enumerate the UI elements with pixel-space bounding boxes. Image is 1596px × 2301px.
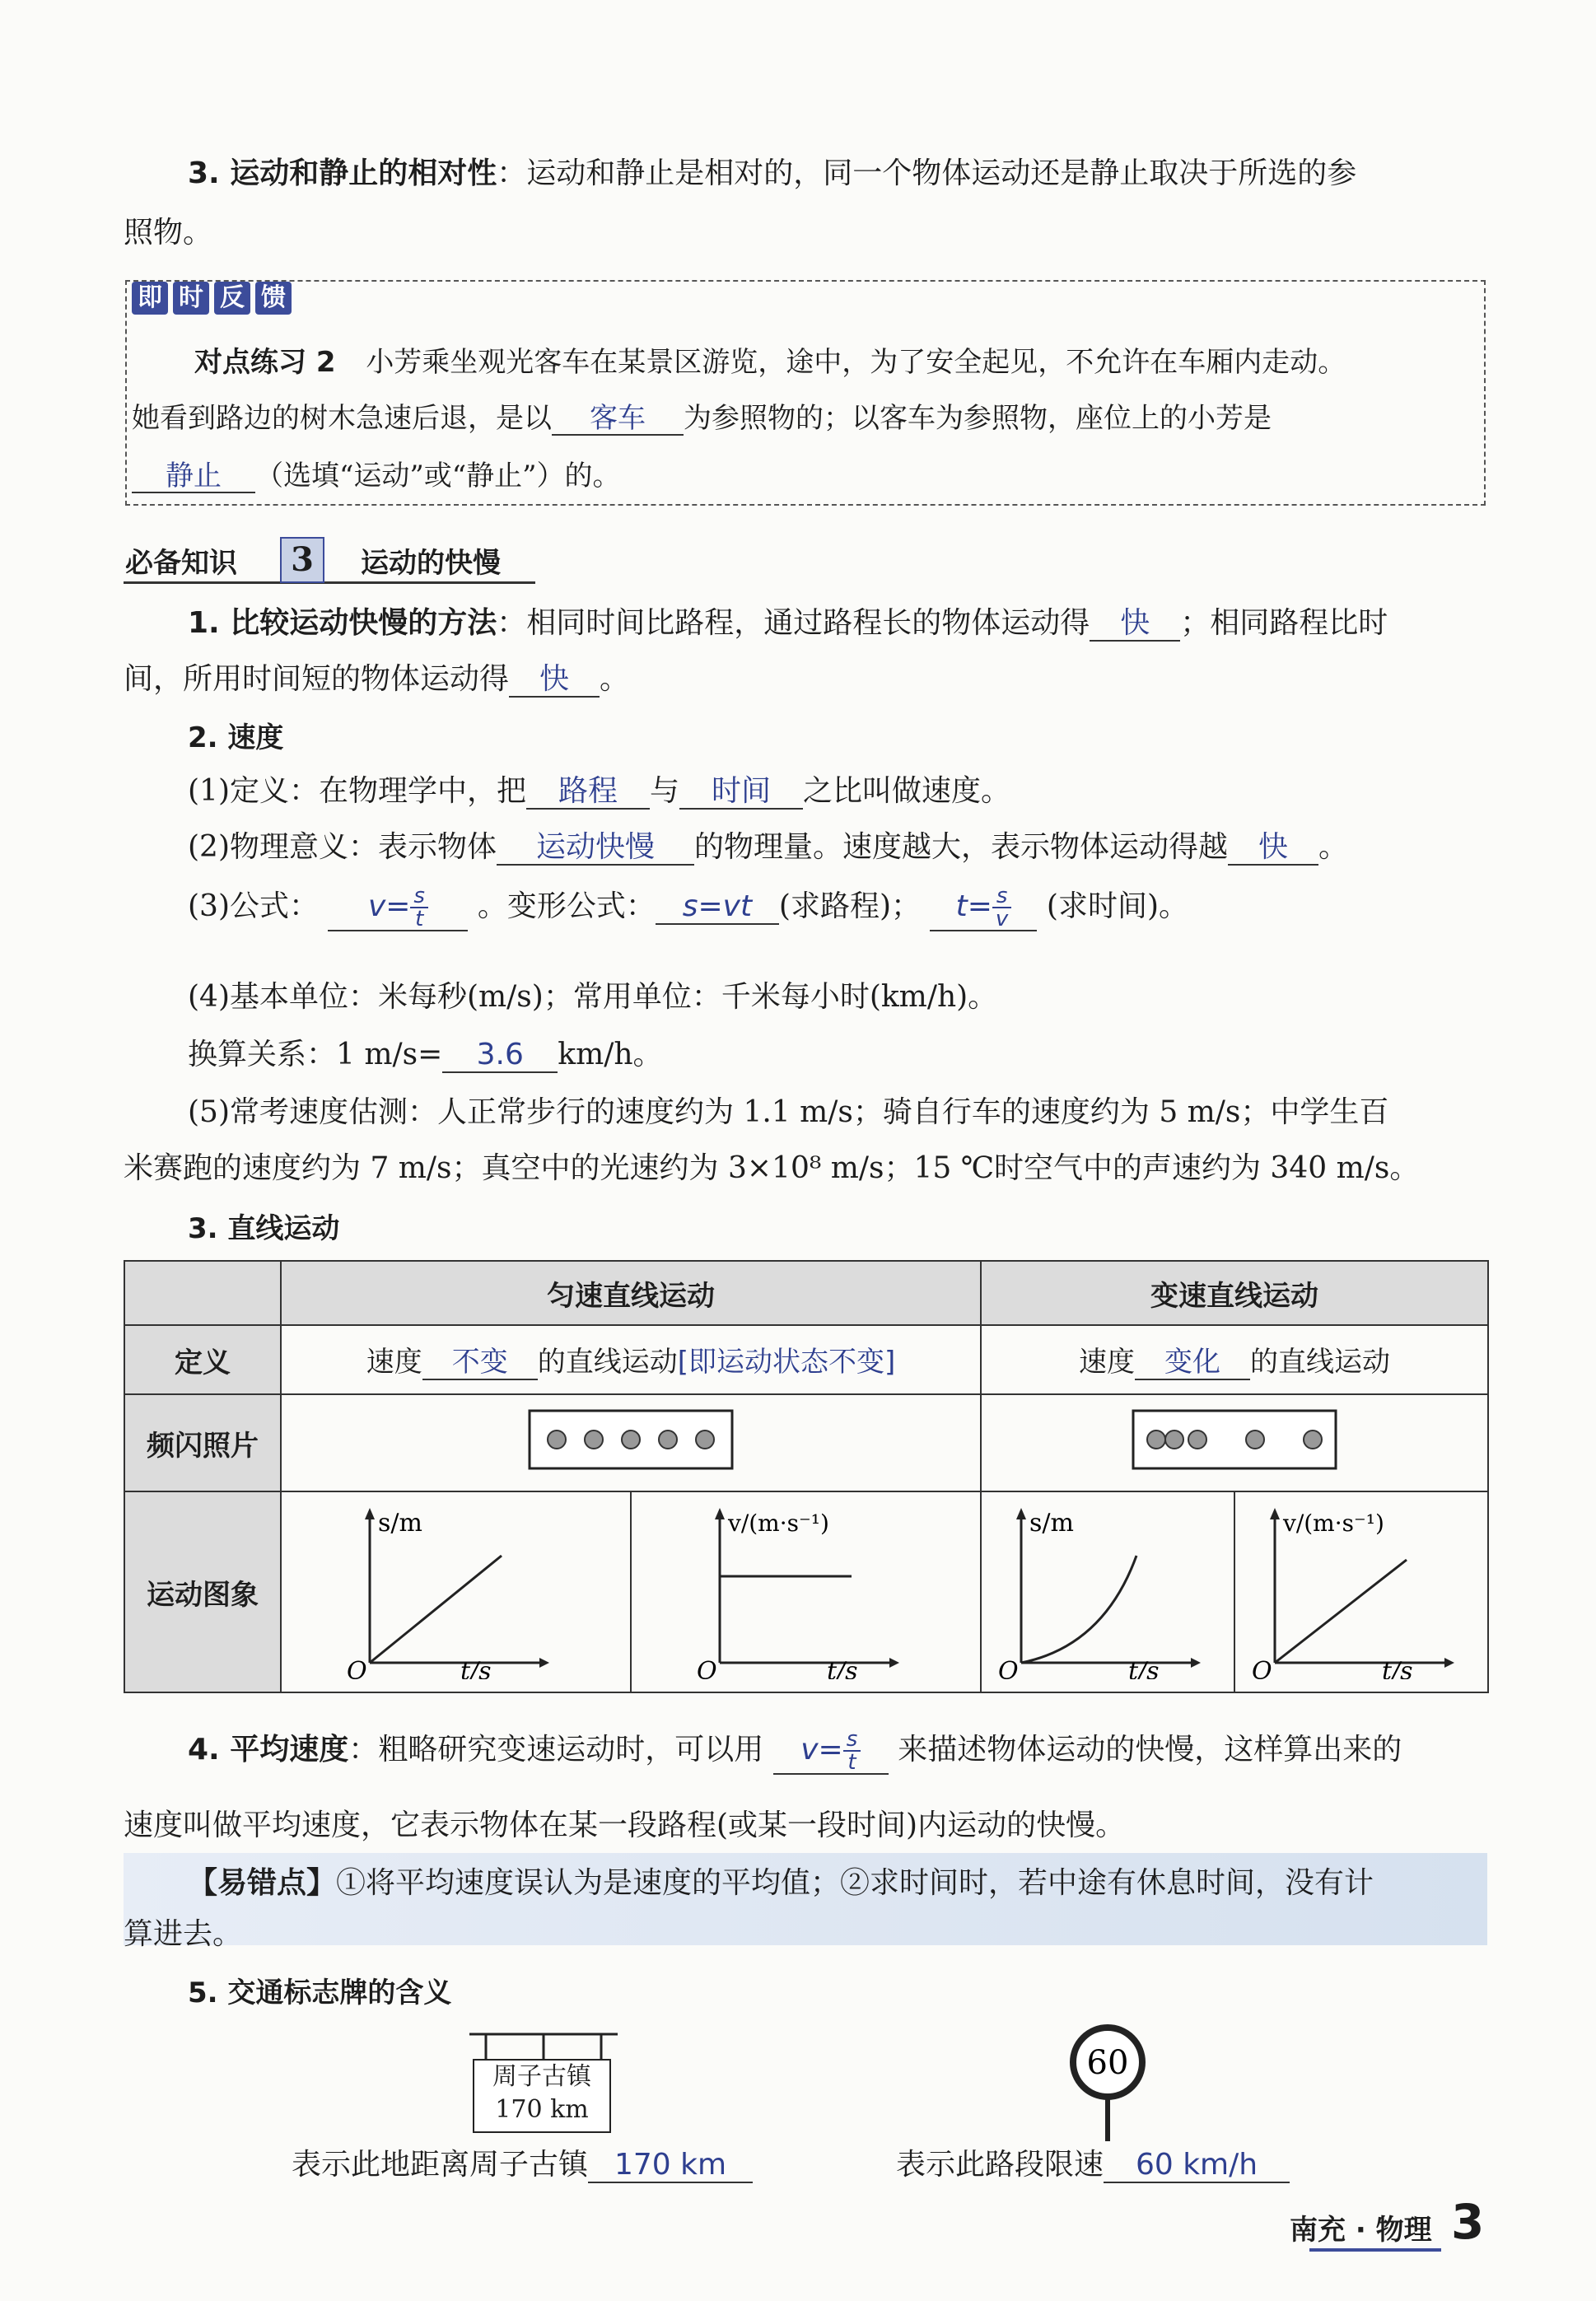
feedback-line-3 bbox=[132, 453, 621, 493]
formula-answer-2: s=vt bbox=[656, 890, 779, 925]
mistake-text: ①将平均速度误认为是速度的平均值；②求时间时，若中途有休息时间，没有计 bbox=[336, 1866, 1374, 1900]
compare-line-2 bbox=[124, 656, 629, 698]
origin-label: O bbox=[696, 1656, 717, 1679]
flash-variable-photo bbox=[1132, 1409, 1337, 1470]
conversion-answer: 3.6 bbox=[442, 1038, 558, 1073]
limit-value: 60 bbox=[1086, 2044, 1129, 2082]
mistake-line-2: 算进去。 bbox=[124, 1917, 243, 1951]
speed-text: 。 bbox=[1318, 830, 1349, 864]
axis-label: t/s bbox=[826, 1656, 858, 1679]
def-text: 速度 bbox=[366, 1346, 422, 1379]
feedback-tag-4: 馈 bbox=[255, 282, 292, 315]
sign-post bbox=[461, 2028, 626, 2061]
feedback-answer-2: 静止 bbox=[132, 461, 255, 493]
linear-label: 3. 直线运动 bbox=[188, 1212, 340, 1245]
formula-lhs: t= bbox=[955, 889, 992, 923]
speed-text: 换算关系：1 m/s= bbox=[188, 1038, 443, 1071]
footer-text: 南充 · 物理 bbox=[1290, 2214, 1432, 2247]
speed-estimate-1: (5)常考速度估测：人正常步行的速度约为 1.1 m/s；骑自行车的速度约为 5 m/s；中学生百 bbox=[188, 1095, 1389, 1129]
feedback-line-2 bbox=[132, 395, 1272, 436]
formula-denominator: t bbox=[847, 1750, 856, 1775]
compare-text: ；相同路程比时 bbox=[1180, 606, 1388, 640]
relativity-text: ：运动和静止是相对的，同一个物体运动还是静止取决于所选的参 bbox=[497, 156, 1357, 190]
compare-text: 。 bbox=[600, 662, 630, 696]
axis-label: v/(m·s⁻¹) bbox=[1283, 1509, 1384, 1537]
graph-variable-vt-svg bbox=[1242, 1498, 1481, 1679]
speed-text: (求时间)。 bbox=[1046, 889, 1189, 923]
row-flash: 频闪照片 bbox=[124, 1394, 281, 1491]
axis-label: v/(m·s⁻¹) bbox=[727, 1509, 829, 1537]
def-variable-answer: 变化 bbox=[1135, 1347, 1250, 1379]
speed-text: km/h。 bbox=[558, 1038, 663, 1071]
row-graph: 运动图象 bbox=[124, 1491, 281, 1692]
compare-answer-1: 快 bbox=[1090, 607, 1180, 642]
average-label: 4. 平均速度 bbox=[188, 1733, 349, 1767]
def-uniform-note: [即运动状态不变] bbox=[677, 1346, 896, 1379]
table-corner bbox=[124, 1261, 281, 1325]
compare-text: 间，所用时间短的物体运动得 bbox=[124, 662, 510, 696]
distance-answer: 170 km bbox=[588, 2149, 753, 2183]
formula-answer-3 bbox=[930, 885, 1037, 931]
speed-text: (1)定义：在物理学中，把 bbox=[188, 774, 526, 808]
formula-lhs: v= bbox=[367, 889, 411, 923]
average-line-2: 速度叫做平均速度，它表示物体在某一段路程(或某一段时间)内运动的快慢。 bbox=[124, 1809, 1126, 1842]
formula-fraction bbox=[843, 1729, 861, 1773]
compare-label: 1. 比较运动快慢的方法 bbox=[188, 606, 497, 640]
feedback-tag-2: 时 bbox=[173, 282, 209, 315]
limit-caption bbox=[896, 2141, 1290, 2183]
feedback-tag-1: 即 bbox=[132, 282, 168, 315]
relativity-label: 3. 运动和静止的相对性 bbox=[188, 156, 497, 190]
origin-label: O bbox=[346, 1656, 367, 1679]
traffic-label: 5. 交通标志牌的含义 bbox=[188, 1977, 452, 2009]
graph-uniform-vt bbox=[631, 1491, 981, 1692]
sign-distance: 170 km bbox=[495, 2095, 589, 2124]
speed-def-answer-1: 路程 bbox=[526, 775, 650, 810]
speed-text: 的物理量。速度越大，表示物体运动得越 bbox=[694, 830, 1229, 864]
compare-line-1 bbox=[188, 600, 1388, 642]
formula-numerator: s bbox=[843, 1729, 861, 1752]
speed-text: (2)物理意义：表示物体 bbox=[188, 830, 497, 864]
speed-estimate-2: 米赛跑的速度约为 7 m/s；真空中的光速约为 3×10⁸ m/s；15 ℃时空气中的声速约为 340 m/s。 bbox=[124, 1151, 1420, 1185]
feedback-line-1 bbox=[194, 339, 1346, 380]
caption-text: 表示此地距离周子古镇 bbox=[292, 2148, 589, 2182]
def-uniform bbox=[281, 1325, 981, 1394]
feedback-text: 为参照物的；以客车为参照物，座位上的小芳是 bbox=[684, 402, 1272, 435]
relativity-line-1 bbox=[188, 150, 1356, 192]
feedback-tag-3: 反 bbox=[214, 282, 250, 315]
formula-answer-1 bbox=[328, 885, 468, 931]
sign-town: 周子古镇 bbox=[492, 2062, 591, 2091]
speed-text: 。变形公式： bbox=[477, 889, 656, 923]
row-definition: 定义 bbox=[124, 1325, 281, 1394]
average-text: ：粗略研究变速运动时，可以用 bbox=[348, 1733, 764, 1767]
graph-uniform-vt-svg bbox=[687, 1498, 926, 1679]
graph-uniform-st bbox=[281, 1491, 631, 1692]
origin-label: O bbox=[1252, 1656, 1272, 1679]
flash-variable bbox=[981, 1394, 1488, 1491]
limit-answer: 60 km/h bbox=[1104, 2149, 1290, 2183]
graph-variable-vt bbox=[1234, 1491, 1488, 1692]
linear-motion-table bbox=[124, 1260, 1489, 1693]
axis-label: s/m bbox=[1029, 1508, 1074, 1538]
feedback-question: 小芳乘坐观光客车在某景区游览，途中，为了安全起见，不允许在车厢内走动。 bbox=[366, 346, 1346, 379]
flash-uniform bbox=[281, 1394, 981, 1491]
axis-label: t/s bbox=[460, 1656, 492, 1679]
def-variable bbox=[981, 1325, 1488, 1394]
formula-denominator: v bbox=[995, 907, 1009, 931]
origin-label: O bbox=[998, 1656, 1019, 1679]
page-number: 3 bbox=[1451, 2194, 1485, 2250]
formula-fraction bbox=[992, 885, 1011, 930]
feedback-text: 她看到路边的树木急速后退，是以 bbox=[132, 402, 552, 435]
relativity-line-2: 照物。 bbox=[124, 216, 213, 250]
caption-text: 表示此路段限速 bbox=[896, 2148, 1104, 2182]
speed-units: (4)基本单位：米每秒(m/s)；常用单位：千米每小时(km/h)。 bbox=[188, 980, 998, 1014]
formula-denominator: t bbox=[415, 907, 424, 931]
speed-text: 之比叫做速度。 bbox=[803, 774, 1011, 808]
graph-uniform-st-svg bbox=[337, 1498, 576, 1679]
header-variable: 变速直线运动 bbox=[981, 1261, 1488, 1325]
distance-sign bbox=[473, 2059, 611, 2133]
speed-conversion bbox=[188, 1031, 663, 1073]
section-title: 运动的快慢 bbox=[361, 547, 501, 580]
speed-meaning bbox=[188, 824, 1348, 866]
feedback-answer-1: 客车 bbox=[552, 404, 684, 436]
formula-numerator: s bbox=[992, 885, 1011, 908]
flash-uniform-photo bbox=[528, 1409, 734, 1470]
distance-caption bbox=[292, 2141, 753, 2183]
mistake-line-1 bbox=[188, 1860, 1374, 1902]
def-text: 的直线运动 bbox=[1250, 1346, 1390, 1379]
speed-formula bbox=[188, 883, 1188, 931]
average-text: 来描述物体运动的快慢，这样算出来的 bbox=[898, 1733, 1402, 1767]
graph-variable-st bbox=[981, 1491, 1234, 1692]
section-prefix: 必备知识 bbox=[125, 547, 237, 580]
axis-label: t/s bbox=[1382, 1656, 1413, 1679]
speed-limit-sign bbox=[1062, 2019, 1153, 2143]
def-text: 速度 bbox=[1079, 1346, 1135, 1379]
graph-variable-st-svg bbox=[988, 1498, 1227, 1679]
formula-numerator: s bbox=[410, 885, 428, 908]
speed-text: 与 bbox=[650, 774, 680, 808]
formula-fraction bbox=[410, 885, 428, 930]
feedback-text: （选填“运动”或“静止”）的。 bbox=[255, 460, 621, 492]
formula-lhs: v= bbox=[800, 1733, 843, 1767]
compare-text: ：相同时间比路程，通过路程长的物体运动得 bbox=[497, 606, 1090, 640]
axis-label: t/s bbox=[1128, 1656, 1160, 1679]
compare-answer-2: 快 bbox=[509, 663, 600, 698]
average-formula bbox=[773, 1729, 889, 1775]
def-uniform-answer: 不变 bbox=[422, 1347, 538, 1379]
mistake-label: 【易错点】 bbox=[188, 1866, 337, 1900]
speed-meaning-answer-1: 运动快慢 bbox=[497, 831, 694, 866]
speed-text: (3)公式： bbox=[188, 889, 319, 923]
header-uniform: 匀速直线运动 bbox=[281, 1261, 981, 1325]
speed-label: 2. 速度 bbox=[188, 721, 284, 754]
section-number: 3 bbox=[280, 537, 324, 583]
average-line-1 bbox=[188, 1726, 1402, 1775]
speed-text: (求路程)； bbox=[778, 889, 922, 923]
footer-rule bbox=[1309, 2248, 1441, 2252]
speed-meaning-answer-2: 快 bbox=[1228, 831, 1318, 866]
axis-label: s/m bbox=[377, 1508, 422, 1538]
feedback-title: 对点练习 2 bbox=[194, 346, 336, 379]
speed-definition bbox=[188, 768, 1010, 810]
def-text: 的直线运动 bbox=[537, 1346, 678, 1379]
speed-def-answer-2: 时间 bbox=[679, 775, 803, 810]
